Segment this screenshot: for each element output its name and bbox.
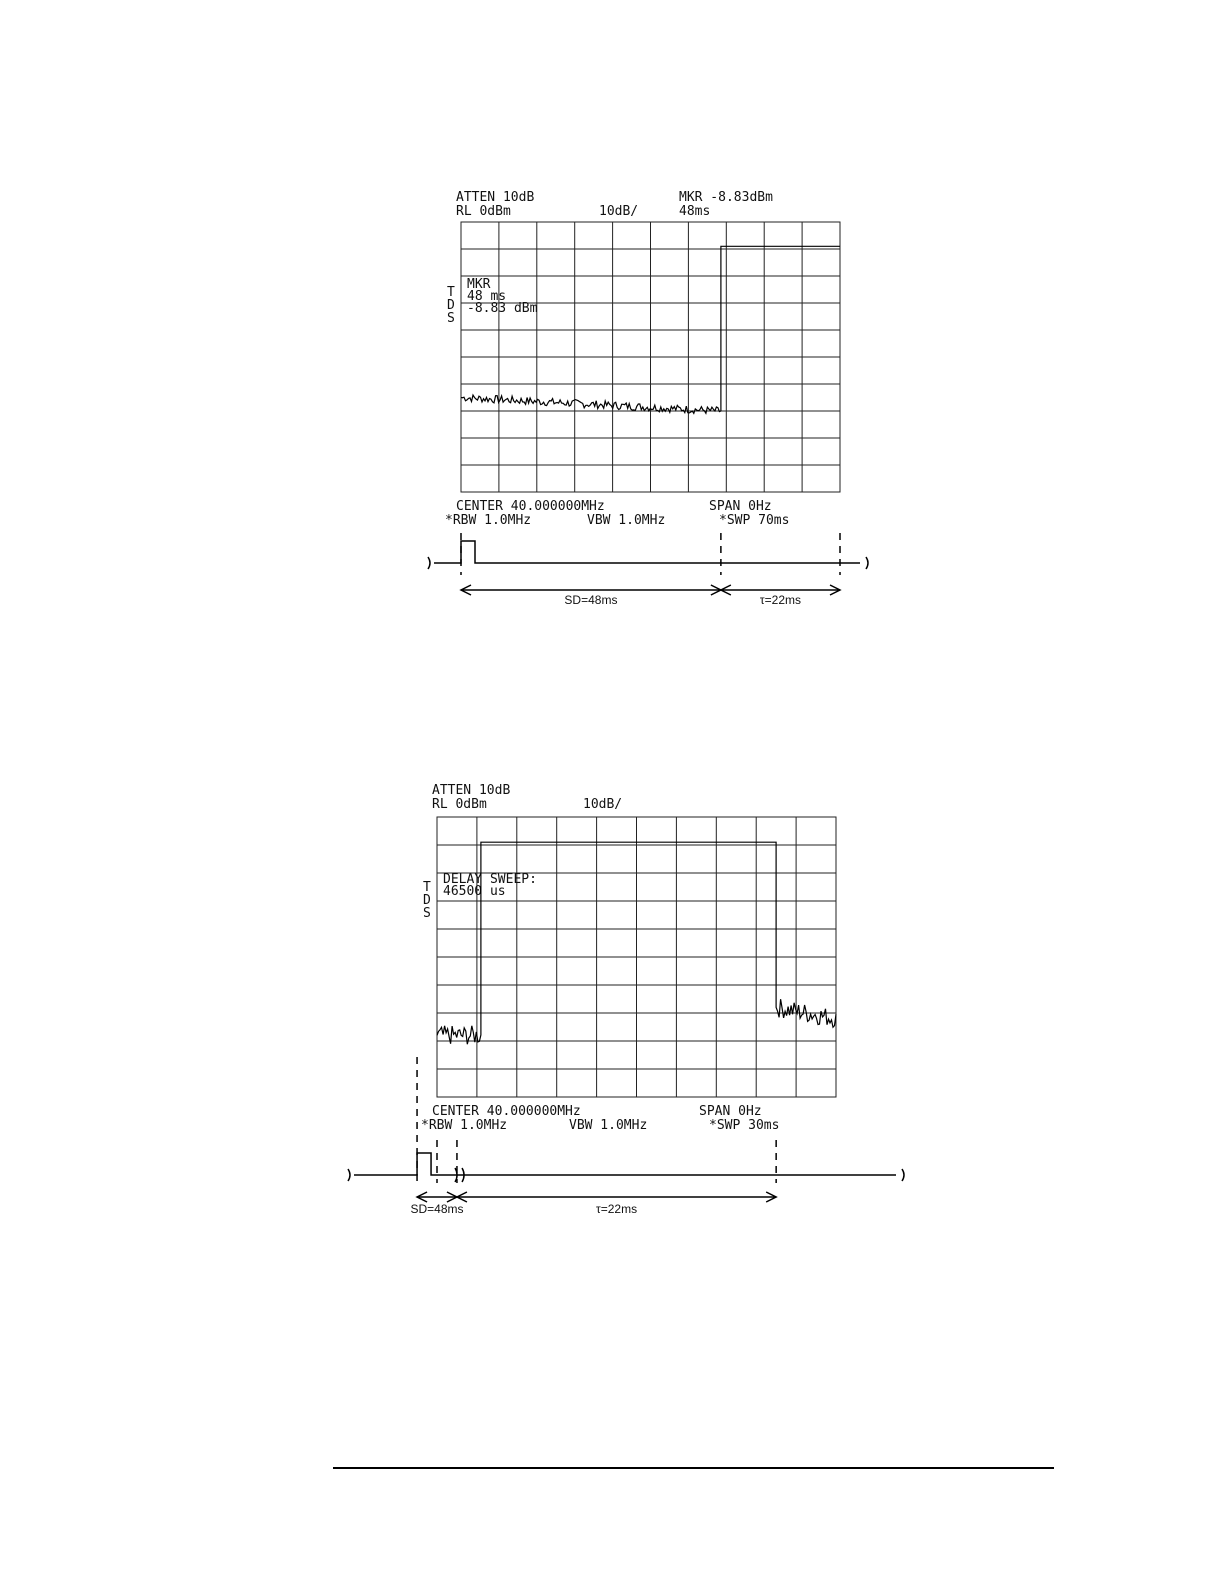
side-label-letter: S xyxy=(447,311,455,326)
interval-label: SD=48ms xyxy=(564,593,618,607)
footer-rule xyxy=(333,1467,1054,1469)
header-ref-level: RL 0dBm xyxy=(456,204,511,219)
trace-annotation: -8.83 dBm xyxy=(467,301,538,316)
interval-label: τ=22ms xyxy=(759,593,801,607)
header-scale: 10dB/ xyxy=(583,797,623,812)
break-mark-right xyxy=(866,557,868,569)
timing-baseline-pulse xyxy=(354,1153,896,1175)
interval-label: SD=48ms xyxy=(410,1202,464,1216)
footer-center-frequency: CENTER 40.000000MHz xyxy=(456,499,605,514)
trace-annotation: 46500 us xyxy=(443,884,506,899)
side-label-letter: T xyxy=(447,285,455,300)
break-mark-left xyxy=(428,557,430,569)
header-marker-time: 48ms xyxy=(679,204,711,219)
trace-annotation: 48 ms xyxy=(467,289,507,304)
footer-vbw: VBW 1.0MHz xyxy=(569,1118,648,1133)
chart-1 xyxy=(428,190,868,607)
footer-span: SPAN 0Hz xyxy=(699,1104,762,1119)
footer-span: SPAN 0Hz xyxy=(709,499,772,514)
footer-sweep-time: *SWP 30ms xyxy=(709,1118,780,1133)
trace-annotation: DELAY SWEEP: xyxy=(443,872,537,887)
header-atten: ATTEN 10dB xyxy=(456,190,535,205)
footer-sweep-time: *SWP 70ms xyxy=(719,513,790,528)
footer-vbw: VBW 1.0MHz xyxy=(587,513,666,528)
header-atten: ATTEN 10dB xyxy=(432,783,511,798)
side-label-letter: D xyxy=(447,298,455,313)
side-label-letter: T xyxy=(423,880,431,895)
trace-annotation: MKR xyxy=(467,277,491,292)
side-label-letter: S xyxy=(423,906,431,921)
header-ref-level: RL 0dBm xyxy=(432,797,487,812)
header-scale: 10dB/ xyxy=(599,204,639,219)
side-label-letter: D xyxy=(423,893,431,908)
footer-rbw: *RBW 1.0MHz xyxy=(421,1118,508,1133)
chart-2 xyxy=(348,783,904,1216)
interval-label: τ=22ms xyxy=(596,1202,638,1216)
break-mark-left xyxy=(348,1169,350,1181)
break-mark-right xyxy=(902,1169,904,1181)
footer-rbw: *RBW 1.0MHz xyxy=(445,513,532,528)
timing-baseline-pulse xyxy=(434,541,860,563)
header-marker-readout: MKR -8.83dBm xyxy=(679,190,773,205)
footer-center-frequency: CENTER 40.000000MHz xyxy=(432,1104,581,1119)
